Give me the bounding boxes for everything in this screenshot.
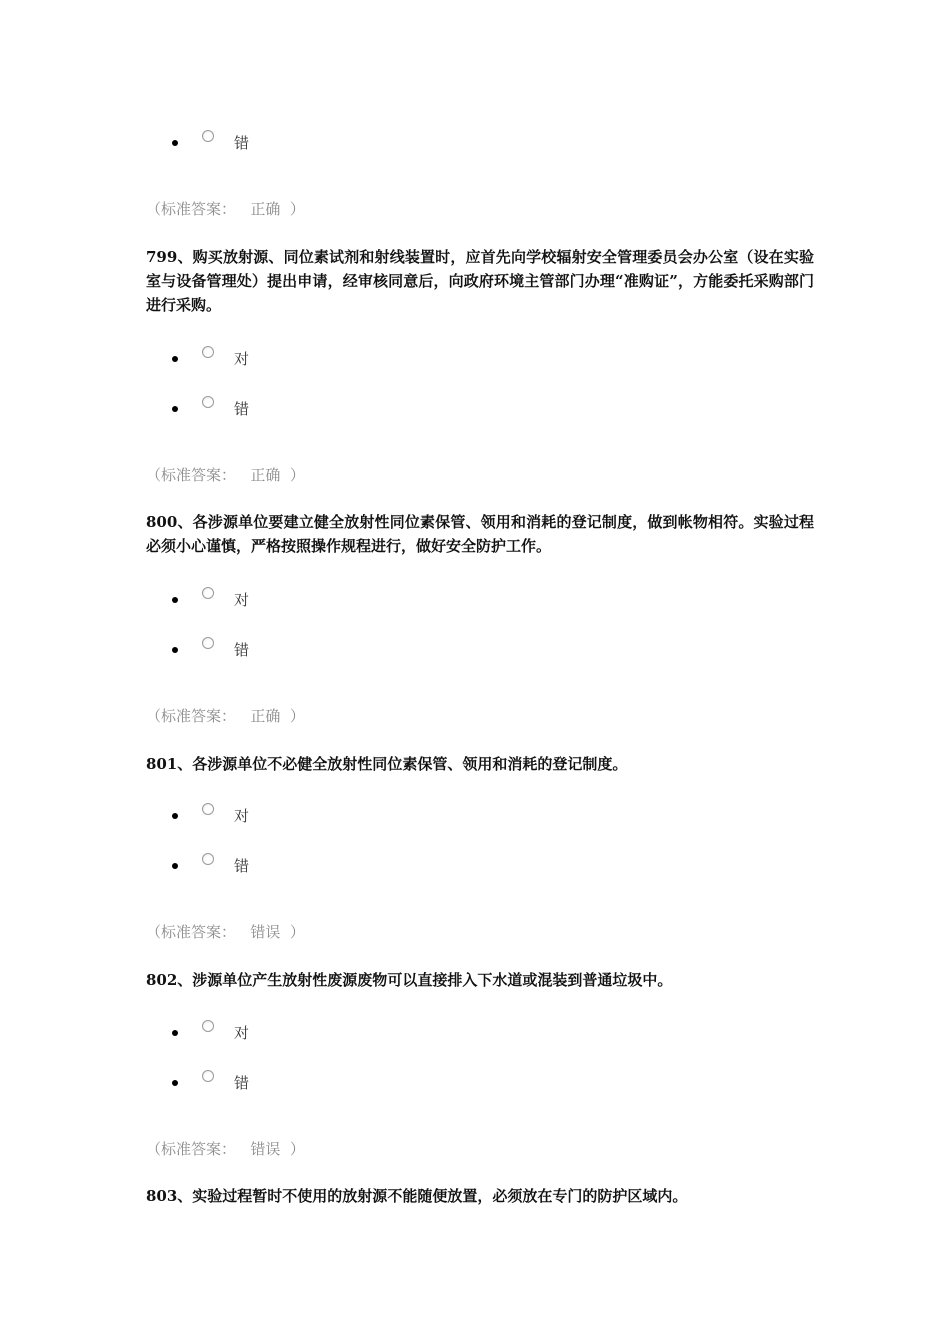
radio-button[interactable]	[202, 803, 214, 815]
standard-answer: （标准答案： 正确 ）	[146, 466, 305, 484]
bullet	[172, 1030, 178, 1036]
bullet	[172, 140, 178, 146]
radio-button[interactable]	[202, 396, 214, 408]
question-803: 803、实验过程暂时不使用的放射源不能随便放置，必须放在专门的防护区域内。	[146, 1187, 688, 1205]
bullet	[172, 406, 178, 412]
option-label: 错	[234, 134, 250, 152]
bullet	[172, 863, 178, 869]
question-801: 801、各涉源单位不必健全放射性同位素保管、领用和消耗的登记制度。	[146, 755, 628, 773]
radio-button[interactable]	[202, 130, 214, 142]
radio-button[interactable]	[202, 587, 214, 599]
radio-button[interactable]	[202, 1070, 214, 1082]
option-label: 错	[234, 1074, 250, 1092]
bullet	[172, 356, 178, 362]
option-label: 错	[234, 857, 250, 875]
answer-value: 正确	[250, 200, 281, 218]
standard-answer: （标准答案： 正确 ）	[146, 707, 305, 725]
answer-value: 错误	[250, 923, 281, 941]
question-800: 800、各涉源单位要建立健全放射性同位素保管、领用和消耗的登记制度，做到帐物相符。实验过程必须小心谨慎，严格按照操作规程进行，做好安全防护工作。	[146, 513, 814, 555]
option-false[interactable]	[172, 396, 472, 420]
option-label: 对	[234, 591, 250, 609]
standard-answer: （标准答案： 正确 ）	[146, 200, 305, 218]
option-true[interactable]	[172, 346, 472, 370]
radio-button[interactable]	[202, 346, 214, 358]
option-label: 对	[234, 1024, 250, 1042]
answer-value: 错误	[250, 1140, 281, 1158]
bullet	[172, 597, 178, 603]
bullet	[172, 813, 178, 819]
option-label: 错	[234, 641, 250, 659]
question-802: 802、涉源单位产生放射性废源废物可以直接排入下水道或混装到普通垃圾中。	[146, 971, 673, 989]
option-false[interactable]	[172, 853, 472, 877]
answer-value: 正确	[250, 707, 281, 725]
bullet	[172, 1080, 178, 1086]
option-false[interactable]	[172, 1070, 472, 1094]
option-false[interactable]	[172, 637, 472, 661]
option-true[interactable]	[172, 1020, 472, 1044]
question-799: 799、购买放射源、同位素试剂和射线装置时，应首先向学校辐射安全管理委员会办公室（设在实验室与设备管理处）提出申请，经审核同意后，向政府环境主管部门办理“准购证”，方能委托采购部门进行采购。	[146, 248, 814, 314]
radio-button[interactable]	[202, 637, 214, 649]
standard-answer: （标准答案： 错误 ）	[146, 923, 305, 941]
bullet	[172, 647, 178, 653]
option-label: 对	[234, 350, 250, 368]
answer-value: 正确	[250, 466, 281, 484]
radio-button[interactable]	[202, 853, 214, 865]
option-true[interactable]	[172, 803, 472, 827]
option-false[interactable]	[172, 130, 472, 154]
option-label: 对	[234, 807, 250, 825]
radio-button[interactable]	[202, 1020, 214, 1032]
standard-answer: （标准答案： 错误 ）	[146, 1140, 305, 1158]
option-true[interactable]	[172, 587, 472, 611]
option-label: 错	[234, 400, 250, 418]
